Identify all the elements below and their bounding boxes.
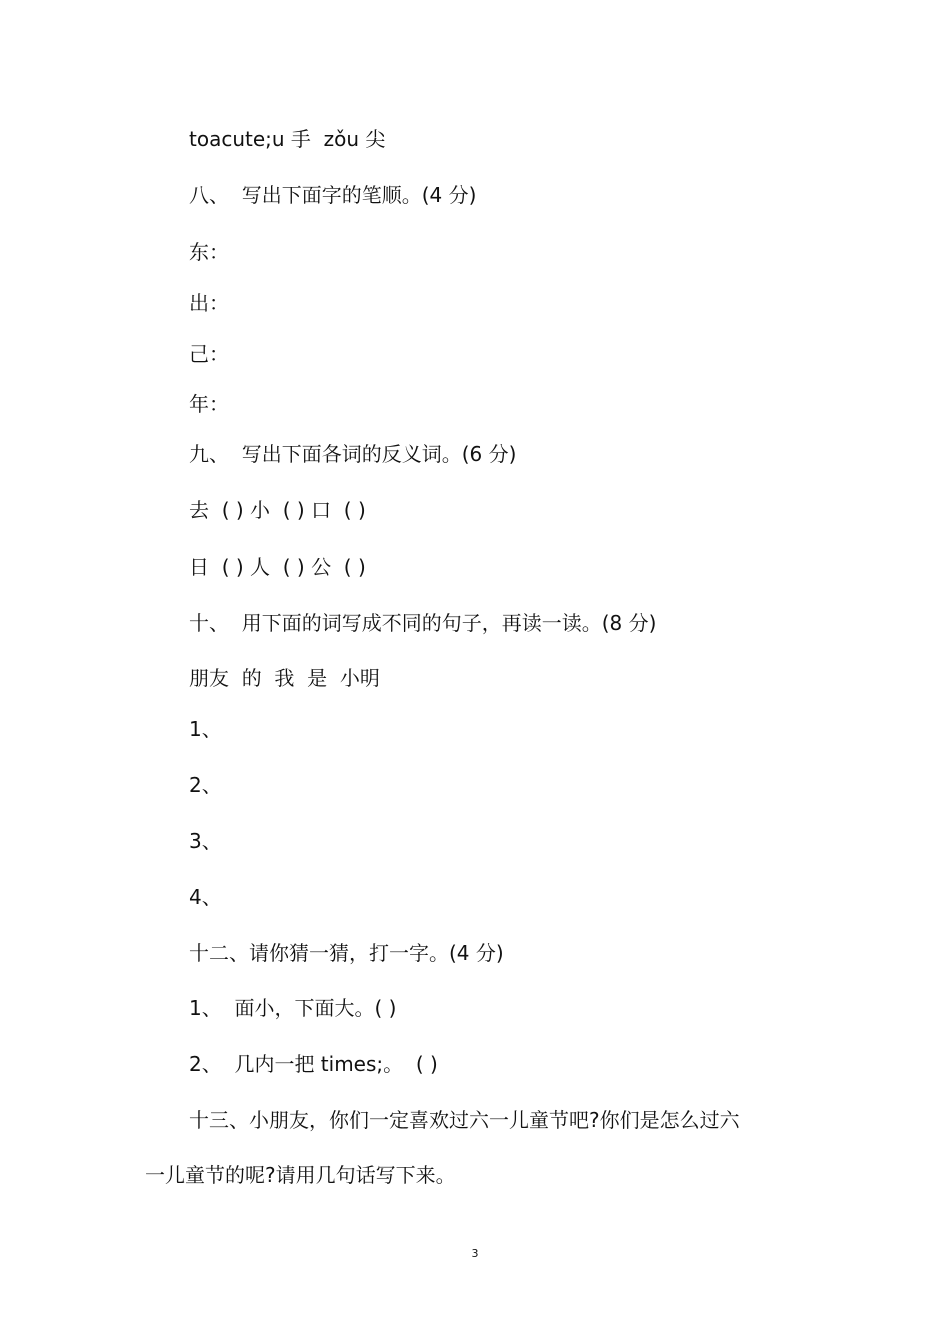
word-bank: 朋友 的 我 是 小明: [189, 666, 380, 690]
question-9-heading: 九、 写出下面各词的反义词。(6 分): [189, 442, 517, 466]
question-12-heading: 十二、请你猜一猜，打一字。(4 分): [189, 941, 504, 965]
pinyin-line: toacute;u 手 zǒu 尖: [189, 127, 386, 151]
riddle-item-1: 1、 面小，下面大。( ): [189, 996, 397, 1020]
question-8-heading: 八、 写出下面字的笔顺。(4 分): [189, 183, 477, 207]
sentence-item-2: 2、: [189, 773, 222, 797]
sentence-item-4: 4、: [189, 885, 222, 909]
stroke-order-ji: 己：: [189, 342, 229, 366]
sentence-item-1: 1、: [189, 717, 222, 741]
antonym-row-2: 日 ( ) 人 ( ) 公 ( ): [189, 555, 366, 579]
page-number: 3: [471, 1247, 479, 1260]
question-13-line-2: 一儿童节的呢?请用几句话写下来。: [145, 1163, 456, 1187]
stroke-order-dong: 东：: [189, 240, 229, 264]
riddle-item-2: 2、 几内一把 times;。 ( ): [189, 1052, 438, 1076]
stroke-order-chu: 出：: [189, 291, 229, 315]
stroke-order-nian: 年：: [189, 392, 229, 416]
question-10-heading: 十、 用下面的词写成不同的句子，再读一读。(8 分): [189, 611, 657, 635]
sentence-item-3: 3、: [189, 829, 222, 853]
question-13-line-1: 十三、小朋友，你们一定喜欢过六一儿童节吧?你们是怎么过六: [189, 1108, 740, 1132]
antonym-row-1: 去 ( ) 小 ( ) 口 ( ): [189, 498, 366, 522]
